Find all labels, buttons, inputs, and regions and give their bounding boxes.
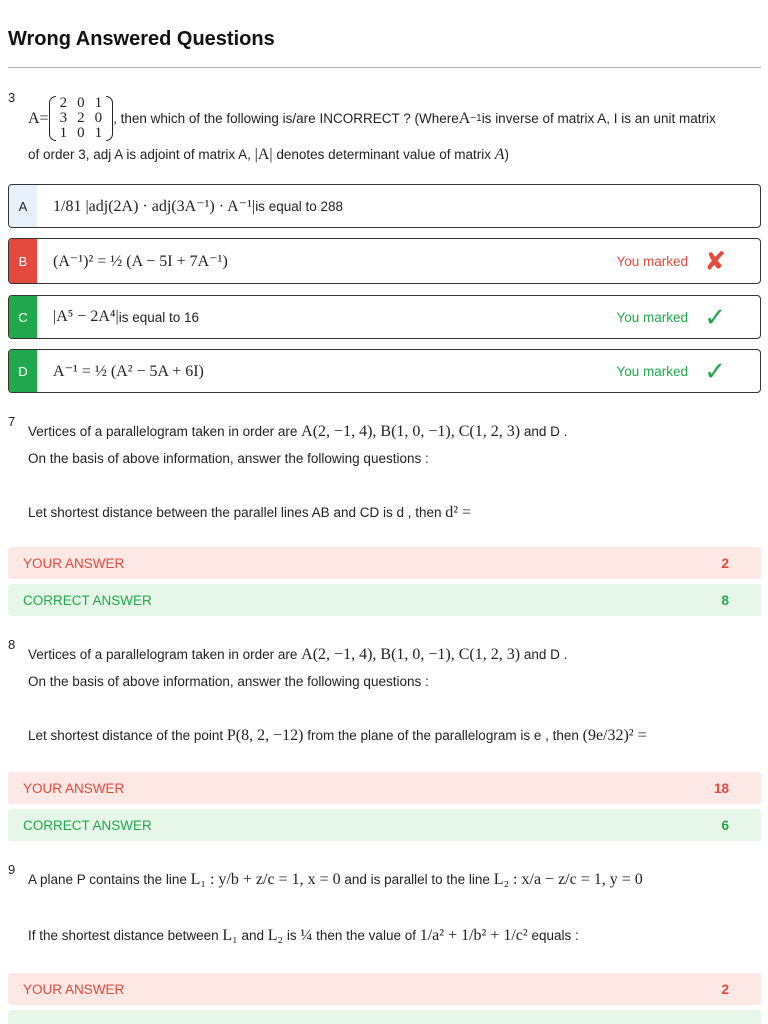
stem-text-1: , then which of the following is/are INCORRECT ? (Where [113, 111, 459, 126]
question-line: If the shortest distance between L₁ and L₂ is ¼ then the value of 1/a² + 1/b² + 1/c² equals : [28, 927, 579, 944]
correct-answer-row [8, 1010, 761, 1024]
you-marked-label: You marked [616, 253, 688, 269]
question-line: A plane P contains the line L₁ : y/b + z/c = 1, x = 0 and is parallel to the line L₂ : x/a − z/c = 1, y = 0 [28, 871, 643, 888]
stem-text-2: is inverse of matrix A, I is an unit matrix [481, 111, 716, 126]
option-b[interactable] [8, 238, 761, 284]
question-line: On the basis of above information, answer the following questions : [28, 674, 429, 689]
option-d[interactable] [8, 349, 761, 393]
option-math: |A⁵ − 2A⁴| [53, 308, 119, 325]
option-math: 1/81 |adj(2A) · adj(3A⁻¹) · A⁻¹| [53, 198, 256, 215]
question-number: 8 [8, 637, 16, 652]
option-a[interactable] [8, 184, 761, 228]
question-line: Let shortest distance between the parallel lines AB and CD is d , then d² = [28, 504, 472, 521]
option-text [53, 296, 199, 338]
correct-answer-row [8, 584, 761, 616]
stem-sup: −1 [470, 113, 482, 124]
option-text [53, 350, 204, 392]
your-answer-label: YOUR ANSWER [23, 780, 125, 796]
you-marked-label: You marked [616, 309, 688, 325]
option-text [53, 239, 228, 283]
title-divider [8, 67, 761, 68]
question-line: On the basis of above information, answer the following questions : [28, 451, 429, 466]
option-letter: C [9, 296, 37, 338]
option-suffix: is equal to 16 [118, 309, 200, 325]
matrix-a: 2 0 1 3 2 0 1 0 1 [49, 96, 114, 141]
correct-answer-value: 6 [721, 817, 729, 833]
check-icon: ✓ [704, 301, 726, 332]
page-title: Wrong Answered Questions [8, 28, 275, 50]
question-line: Vertices of a parallelogram taken in order are A(2, −1, 4), B(1, 0, −1), C(1, 2, 3) and D . [28, 423, 568, 440]
option-math: (A⁻¹)² = ½ (A − 5I + 7A⁻¹) [53, 253, 228, 270]
your-answer-row [8, 772, 761, 804]
you-marked-label: You marked [616, 363, 688, 379]
stem-math-1: A [458, 109, 471, 127]
your-answer-row [8, 547, 761, 579]
question-line: Let shortest distance of the point P(8, 2, −12) from the plane of the parallelogram is e , then (9e/32)² = [28, 727, 647, 744]
your-answer-value: 2 [721, 555, 729, 571]
correct-answer-row [8, 809, 761, 841]
option-math: A⁻¹ = ½ (A² − 5A + 6I) [53, 363, 204, 380]
question-stem-line2: of order 3, adj A is adjoint of matrix A, |A| denotes determinant value of matrix A) [28, 146, 509, 163]
question-number: 9 [8, 862, 16, 877]
your-answer-label: YOUR ANSWER [23, 555, 125, 571]
option-c[interactable] [8, 295, 761, 339]
option-text [53, 185, 343, 227]
check-icon: ✓ [704, 355, 726, 386]
question-number: 7 [8, 414, 16, 429]
your-answer-row [8, 973, 761, 1005]
your-answer-label: YOUR ANSWER [23, 981, 125, 997]
correct-answer-value: 8 [721, 592, 729, 608]
question-line: Vertices of a parallelogram taken in order are A(2, −1, 4), B(1, 0, −1), C(1, 2, 3) and D . [28, 646, 568, 663]
correct-answer-label: CORRECT ANSWER [23, 817, 152, 833]
option-suffix: is equal to 288 [255, 198, 344, 214]
option-letter: D [9, 350, 37, 392]
option-letter: A [9, 185, 37, 227]
question-number: 3 [8, 90, 16, 105]
correct-answer-label: CORRECT ANSWER [23, 592, 152, 608]
cross-icon: ✘ [704, 245, 726, 276]
question-stem [28, 96, 716, 141]
your-answer-value: 2 [721, 981, 729, 997]
matrix-lhs: A= [28, 109, 49, 127]
your-answer-value: 18 [713, 780, 729, 796]
option-letter: B [9, 239, 37, 283]
